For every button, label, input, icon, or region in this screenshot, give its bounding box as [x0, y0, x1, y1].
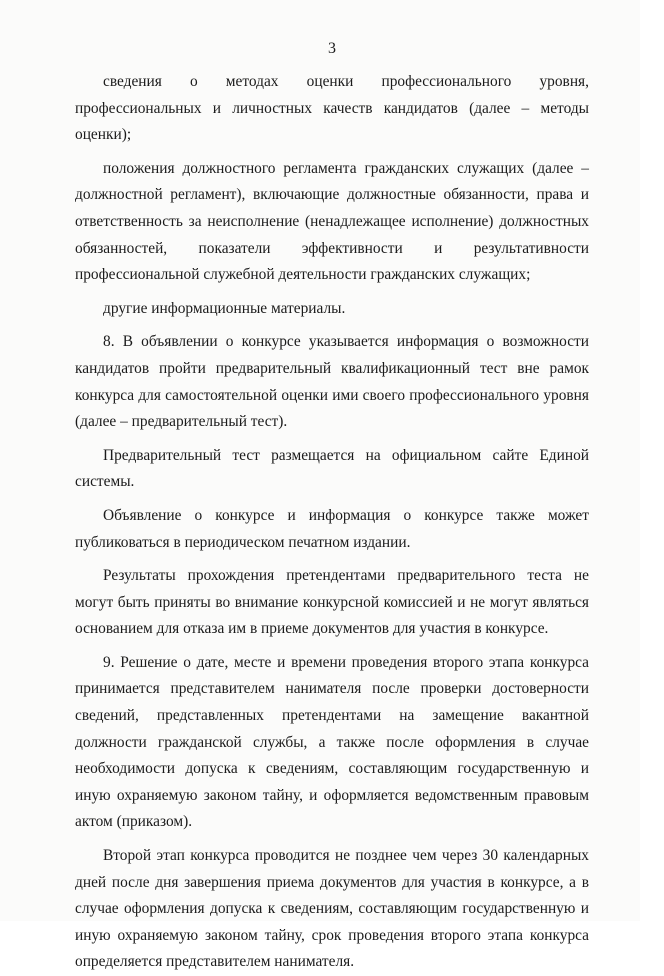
paragraph-other-materials: другие информационные материалы.	[103, 299, 346, 317]
document-body	[75, 69, 589, 976]
paragraph-test-results: Результаты прохождения претендентами предварительного теста не могут быть приняты во внимание конкурсной комиссией и не могут являться основанием для отказа им в приеме документов для участия в конкурсе.	[75, 567, 589, 638]
paragraph-item-9: 9. Решение о дате, месте и времени проведения второго этапа конкурса принимается представителем нанимателя после проверки достоверности сведений, представленных претендентами на замещение вакантной должности гражданской службы, а также после оформления в случае необходимости допуска к сведениям, составляющим государственную и иную охраняемую законом тайну, и оформляется ведомственным правовым актом (приказом).	[75, 653, 589, 831]
paragraph-publication: Объявление о конкурсе и информация о конкурсе также может публиковаться в периодическом печатном издании.	[75, 506, 589, 551]
paragraph-test-placement: Предварительный тест размещается на официальном сайте Единой системы.	[75, 446, 589, 491]
paragraph-item-8: 8. В объявлении о конкурсе указывается информация о возможности кандидатов пройти предварительный квалификационный тест вне рамок конкурса для самостоятельной оценки ими своего профессионального уровня (далее – предварительный тест).	[75, 333, 589, 431]
page-number: 3	[328, 40, 336, 57]
paragraph-job-regulations: положения должностного регламента гражданских служащих (далее – должностной регламент), включающие должностные обязанности, права и ответственность за неисполнение (ненадлежащее исполнение) должностных обязанностей, показатели эффективности и результативности профессиональной служебной деятельности гражданских служащих;	[75, 159, 589, 284]
paragraph-evaluation-methods: сведения о методах оценки профессионального уровня, профессиональных и личностных качеств кандидатов (далее – методы оценки);	[75, 73, 589, 144]
paragraph-second-stage: Второй этап конкурса проводится не позднее чем через 30 календарных дней после дня завершения приема документов для участия в конкурсе, а в случае оформления допуска к сведениям, составляющим государственную и иную охраняемую законом тайну, срок проведения второго этапа конкурса определяется представителем нанимателя.	[75, 847, 589, 971]
